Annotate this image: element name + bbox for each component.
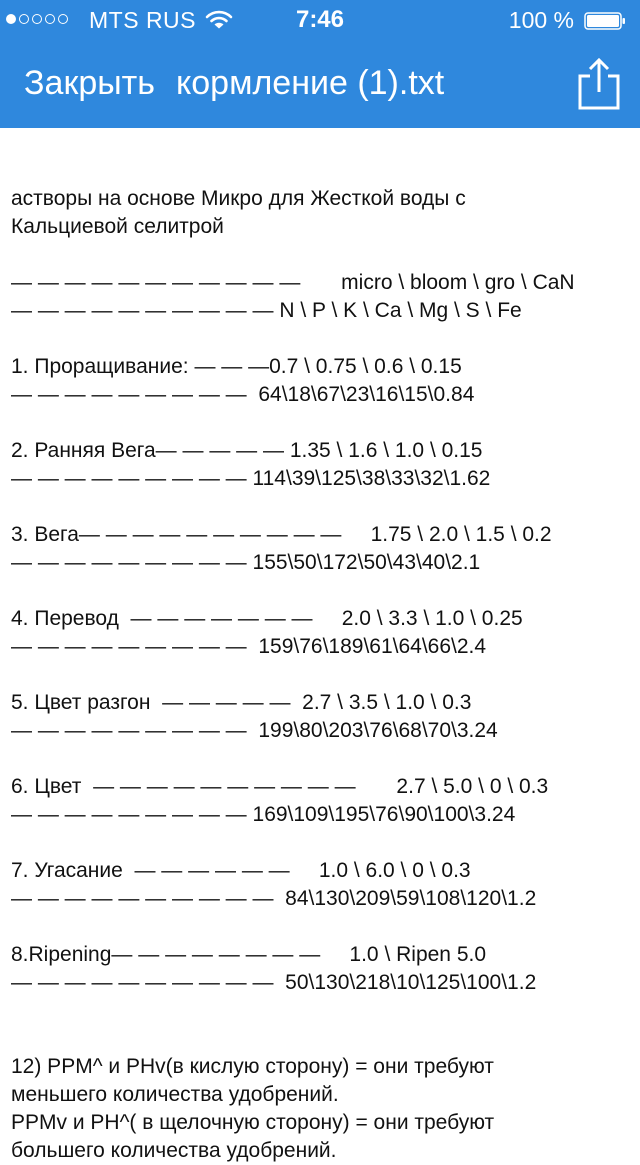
document-line: 5. Цвет разгон — — — — — 2.7 \ 3.5 \ 1.0 \ 0.3 <box>11 691 472 714</box>
document-line: 2. Ранняя Вега— — — — — 1.35 \ 1.6 \ 1.0 \ 0.15 <box>11 439 483 462</box>
document-line: — — — — — — — — — 169\109\195\76\90\100\3.24 <box>11 803 516 826</box>
document-line: 7. Угасание — — — — — — 1.0 \ 6.0 \ 0 \ 0.3 <box>11 859 471 882</box>
share-icon[interactable] <box>574 56 624 112</box>
document-line <box>11 661 631 689</box>
navigation-bar <box>0 40 640 128</box>
document-line <box>11 409 631 437</box>
document-line <box>11 241 631 269</box>
status-bar <box>0 0 640 40</box>
document-line <box>11 913 631 941</box>
document-line <box>11 325 631 353</box>
battery-icon <box>584 12 626 30</box>
carrier-name: MTS RUS <box>89 7 196 33</box>
document-line: — — — — — — — — — 155\50\172\50\43\40\2.1 <box>11 551 481 574</box>
document-line: 3. Вега— — — — — — — — — — 1.75 \ 2.0 \ 1.5 \ 0.2 <box>11 523 552 546</box>
document-line: астворы на основе Микро для Жесткой воды с <box>11 187 466 210</box>
document-line: — — — — — — — — — — — micro \ bloom \ gro \ CaN <box>11 271 575 294</box>
document-line: PPMv и PH^( в щелочную сторону) = они требуют <box>11 1111 495 1134</box>
document-line <box>11 829 631 857</box>
document-line: 12) PPM^ и PHv(в кислую сторону) = они требуют <box>11 1055 494 1078</box>
document-content[interactable] <box>0 128 640 1162</box>
document-line: 1. Проращивание: — — —0.7 \ 0.75 \ 0.6 \ 0.15 <box>11 355 462 378</box>
document-line: меньшего количества удобрений. <box>11 1083 339 1106</box>
document-line: 6. Цвет — — — — — — — — — — 2.7 \ 5.0 \ 0 \ 0.3 <box>11 775 549 798</box>
document-line <box>11 493 631 521</box>
document-text <box>11 185 631 1165</box>
document-line: — — — — — — — — — — 84\130\209\59\108\120\1.2 <box>11 887 537 910</box>
document-line: — — — — — — — — — 114\39\125\38\33\32\1.62 <box>11 467 491 490</box>
document-line: — — — — — — — — — 199\80\203\76\68\70\3.24 <box>11 719 498 742</box>
document-line: — — — — — — — — — 159\76\189\61\64\66\2.4 <box>11 635 487 658</box>
document-title: кормление (1).txt <box>176 64 445 102</box>
close-button[interactable]: Закрыть <box>24 64 155 102</box>
document-line: 4. Перевод — — — — — — — 2.0 \ 3.3 \ 1.0 \ 0.25 <box>11 607 523 630</box>
status-time: 7:46 <box>295 6 345 33</box>
document-line: Кальциевой селитрой <box>11 215 224 238</box>
document-line <box>11 997 631 1025</box>
top-bar <box>0 0 640 128</box>
document-line <box>11 745 631 773</box>
document-line: большего количества удобрений. <box>11 1139 337 1162</box>
document-line: — — — — — — — — — 64\18\67\23\16\15\0.84 <box>11 383 475 406</box>
document-line <box>11 577 631 605</box>
document-line: 8.Ripening— — — — — — — — 1.0 \ Ripen 5.0 <box>11 943 487 966</box>
document-line <box>11 1025 631 1053</box>
document-line: — — — — — — — — — — N \ P \ K \ Ca \ Mg \ S \ Fe <box>11 299 522 322</box>
document-line: — — — — — — — — — — 50\130\218\10\125\100\1.2 <box>11 971 537 994</box>
battery-percentage: 100 % <box>508 7 574 33</box>
